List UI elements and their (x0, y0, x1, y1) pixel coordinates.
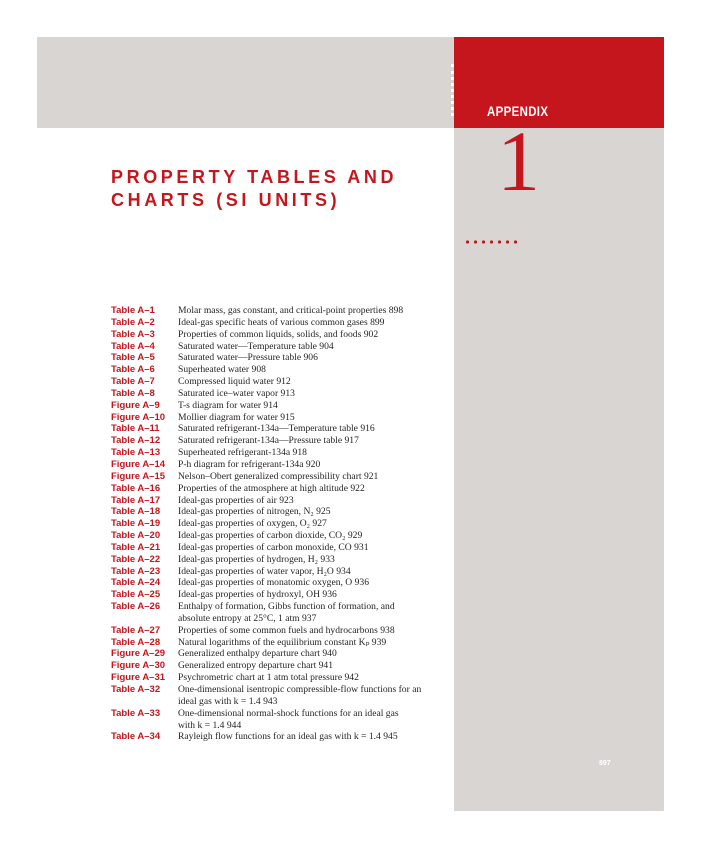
toc-entry-line: Properties of common liquids, solids, and foods 902 (178, 328, 379, 340)
toc-entry-label: Table A–24 (111, 577, 161, 589)
toc-entry (111, 506, 451, 518)
toc-entry (111, 648, 451, 660)
toc-entry-label: Table A–28 (111, 636, 161, 648)
toc-entry-description (178, 423, 451, 435)
appendix-banner (454, 37, 664, 128)
toc-entry-line: Ideal-gas properties of carbon dioxide, CO₂ 929 (178, 530, 363, 542)
page-title-line-1: PROPERTY TABLES AND (111, 167, 398, 187)
toc-entry-description (178, 317, 451, 329)
toc-entry (111, 329, 451, 341)
toc-entry-description (178, 305, 451, 317)
toc-entry-label: Table A–1 (111, 305, 155, 316)
toc-entry (111, 317, 451, 329)
toc-entry-description (178, 388, 451, 400)
toc-entry-description (178, 341, 451, 353)
toc-entry-line: Ideal-gas properties of air 923 (178, 494, 294, 506)
toc-entry-label: Table A–3 (111, 328, 155, 340)
toc-entry-description (178, 731, 451, 743)
toc-entry-line: Enthalpy of formation, Gibbs function of formation, and (178, 601, 395, 613)
toc-entry (111, 625, 451, 637)
toc-entry-description (178, 400, 451, 412)
dotted-rule (466, 240, 522, 244)
toc-entry-description (178, 412, 451, 424)
toc-entry-line: ideal gas with k = 1.4 943 (178, 695, 278, 707)
toc-entry (111, 566, 451, 578)
toc-entry-line: Saturated refrigerant-134a—Temperature table 916 (178, 423, 375, 435)
toc-entry-line: Superheated water 908 (178, 364, 266, 376)
toc-entry-line: P-h diagram for refrigerant-134a 920 (178, 458, 321, 470)
toc-entry-label: Table A–26 (111, 601, 161, 613)
toc-entry-line: Ideal-gas properties of hydroxyl, OH 936 (178, 589, 337, 601)
toc-entry-line: Natural logarithms of the equilibrium constant Kₚ 939 (178, 636, 387, 648)
toc-entry-description (178, 589, 451, 601)
toc-entry-label: Table A–34 (111, 731, 161, 743)
toc-entry (111, 731, 451, 743)
table-of-contents (111, 305, 451, 743)
toc-entry-line: Generalized entropy departure chart 941 (178, 660, 334, 672)
toc-entry-label: Table A–32 (111, 684, 161, 695)
toc-entry (111, 305, 451, 317)
toc-entry (111, 684, 451, 708)
toc-entry-description (178, 708, 451, 732)
header-band (37, 37, 454, 128)
toc-entry-label: Table A–23 (111, 565, 161, 577)
toc-entry-label: Table A–16 (111, 482, 161, 494)
toc-entry (111, 376, 451, 388)
toc-entry-description (178, 542, 451, 554)
toc-entry-label: Figure A–30 (111, 660, 166, 672)
toc-entry-description (178, 672, 451, 684)
toc-entry-label: Table A–7 (111, 376, 155, 388)
toc-entry-description (178, 471, 451, 483)
appendix-label: APPENDIX (487, 103, 549, 119)
toc-entry-description (178, 637, 451, 649)
page-title-line-2: CHARTS (SI UNITS) (111, 190, 341, 210)
toc-entry-line: Ideal-gas properties of water vapor, H₂O 934 (178, 565, 351, 577)
toc-entry (111, 400, 451, 412)
toc-entry-label: Table A–11 (111, 423, 160, 435)
toc-entry-label: Table A–18 (111, 506, 161, 518)
toc-entry-line: Ideal-gas properties of hydrogen, H₂ 933 (178, 553, 335, 565)
toc-entry-line: One-dimensional isentropic compressible-flow functions for an (178, 684, 422, 695)
toc-entry-label: Figure A–10 (111, 411, 166, 423)
toc-entry-description (178, 554, 451, 566)
toc-entry-line: Ideal-gas properties of oxygen, O₂ 927 (178, 518, 327, 530)
toc-entry-description (178, 447, 451, 459)
toc-entry-line: Mollier diagram for water 915 (178, 411, 295, 423)
page-title (111, 166, 397, 212)
toc-entry-description (178, 459, 451, 471)
toc-entry-label: Table A–20 (111, 530, 161, 542)
toc-entry-description (178, 435, 451, 447)
toc-entry (111, 542, 451, 554)
toc-entry (111, 530, 451, 542)
toc-entry-line: Saturated water—Pressure table 906 (178, 352, 318, 364)
toc-entry-label: Table A–25 (111, 589, 161, 601)
toc-entry (111, 435, 451, 447)
toc-entry-line: One-dimensional normal-shock functions for an ideal gas (178, 707, 399, 719)
toc-entry-line: Ideal-gas properties of nitrogen, N₂ 925 (178, 506, 331, 518)
toc-entry-description (178, 601, 451, 625)
toc-entry-line: T-s diagram for water 914 (178, 399, 278, 411)
toc-entry-label: Figure A–9 (111, 399, 160, 411)
toc-entry-label: Figure A–31 (111, 672, 166, 684)
toc-entry-label: Table A–4 (111, 340, 155, 352)
toc-entry (111, 601, 451, 625)
toc-entry (111, 672, 451, 684)
toc-entry (111, 352, 451, 364)
toc-entry (111, 447, 451, 459)
page-number: 897 (599, 760, 611, 767)
toc-entry (111, 459, 451, 471)
toc-entry (111, 554, 451, 566)
toc-entry-line: with k = 1.4 944 (178, 719, 242, 731)
toc-entry-description (178, 648, 451, 660)
toc-entry-description (178, 518, 451, 530)
toc-entry-line: Nelson–Obert generalized compressibility chart 921 (178, 470, 379, 482)
toc-entry (111, 412, 451, 424)
toc-entry-label: Figure A–15 (111, 470, 166, 482)
toc-entry-line: Properties of some common fuels and hydrocarbons 938 (178, 624, 395, 636)
toc-entry-label: Table A–22 (111, 553, 161, 565)
toc-entry (111, 660, 451, 672)
toc-entry-description (178, 483, 451, 495)
toc-entry (111, 589, 451, 601)
toc-entry-line: Saturated refrigerant-134a—Pressure table 917 (178, 435, 359, 447)
toc-entry-label: Table A–33 (111, 707, 161, 719)
toc-entry-line: Psychrometric chart at 1 atm total pressure 942 (178, 672, 359, 684)
toc-entry-description (178, 530, 451, 542)
toc-entry-description (178, 376, 451, 388)
toc-entry-line: Ideal-gas properties of monatomic oxygen, O 936 (178, 577, 370, 589)
toc-entry-description (178, 577, 451, 589)
toc-entry (111, 471, 451, 483)
toc-entry-description (178, 625, 451, 637)
toc-entry-description (178, 495, 451, 507)
toc-entry-line: Generalized enthalpy departure chart 940 (178, 648, 337, 660)
toc-entry-description (178, 329, 451, 341)
toc-entry-line: Ideal-gas properties of carbon monoxide, CO 931 (178, 541, 369, 553)
toc-entry-label: Table A–27 (111, 624, 161, 636)
appendix-number: 1 (497, 113, 540, 209)
toc-entry-description (178, 364, 451, 376)
toc-entry-description (178, 566, 451, 578)
toc-entry-label: Table A–19 (111, 518, 161, 530)
toc-entry-label: Table A–21 (111, 541, 161, 553)
toc-entry (111, 364, 451, 376)
toc-entry-line: Superheated refrigerant-134a 918 (178, 447, 307, 459)
toc-entry-description (178, 660, 451, 672)
toc-entry-label: Table A–12 (111, 435, 161, 447)
toc-entry (111, 483, 451, 495)
toc-entry-label: Table A–6 (111, 364, 155, 376)
toc-entry-label: Figure A–29 (111, 648, 166, 660)
toc-entry-line: Rayleigh flow functions for an ideal gas with k = 1.4 945 (178, 731, 398, 743)
toc-entry (111, 388, 451, 400)
toc-entry (111, 341, 451, 353)
toc-entry-line: Saturated ice–water vapor 913 (178, 387, 295, 399)
toc-entry-line: Molar mass, gas constant, and critical-point properties 898 (178, 305, 404, 316)
toc-entry-line: Properties of the atmosphere at high altitude 922 (178, 482, 365, 494)
toc-entry-line: Saturated water—Temperature table 904 (178, 340, 334, 352)
toc-entry-label: Figure A–14 (111, 458, 166, 470)
toc-entry-label: Table A–5 (111, 352, 155, 364)
toc-entry-label: Table A–17 (111, 494, 161, 506)
toc-entry-label: Table A–8 (111, 387, 155, 399)
toc-entry-description (178, 684, 451, 708)
toc-entry-line: Compressed liquid water 912 (178, 376, 291, 388)
toc-entry-description (178, 352, 451, 364)
toc-entry (111, 637, 451, 649)
toc-entry (111, 495, 451, 507)
toc-entry-line: Ideal-gas specific heats of various common gases 899 (178, 316, 385, 328)
toc-entry (111, 518, 451, 530)
toc-entry (111, 708, 451, 732)
toc-entry-label: Table A–13 (111, 447, 161, 459)
toc-entry (111, 577, 451, 589)
toc-entry-description (178, 506, 451, 518)
side-panel (454, 128, 664, 811)
toc-entry (111, 423, 451, 435)
toc-entry-label: Table A–2 (111, 316, 155, 328)
toc-entry-line: absolute entropy at 25°C, 1 atm 937 (178, 612, 317, 624)
